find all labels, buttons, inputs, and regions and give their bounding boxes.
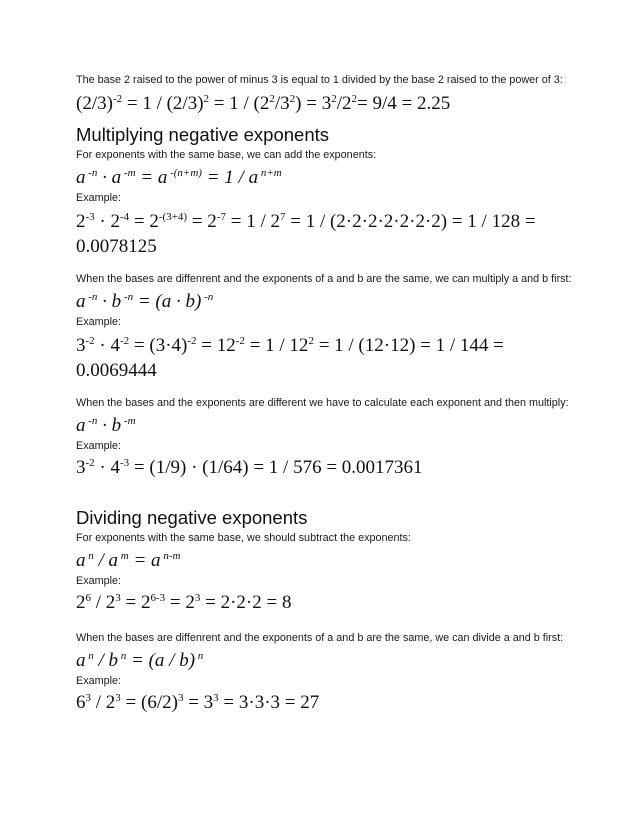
example-label: Example: [76, 575, 122, 587]
multiply-same-base-text: For exponents with the same base, we can add the exponents: [76, 149, 377, 161]
divide-same-base-text: For exponents with the same base, we should subtract the exponents: [76, 532, 411, 544]
example-label: Example: [76, 440, 122, 452]
example-label: Example: [76, 675, 122, 687]
formula-divide-example-1: $2^6 / 2^3 = 2^{6-3} = 2^3 = 2\cdot 2\cdot 2 = 8$ [76, 592, 292, 613]
formula-divide-rule-1: a $^n$ / a $^m$ = a $^{n-m}$ [76, 550, 181, 571]
example-label: Example: [76, 316, 122, 328]
divide-diff-base-text: When the bases are diffenrent and the exponents of a and b are the same, we can divide a and b first: [76, 632, 564, 644]
formula-multiply-rule-1: a $^{-n}$ · a $^{-m}$ = a $^{-(n+m)}$ = 1 / a $^{n+m}$ [76, 167, 282, 188]
formula-divide-example-2: $6^3 / 2^3 = (6/2)^3 = 3^3 = 3\cdot 3\cdot 3 = 27$ [76, 692, 320, 713]
heading-multiplying: Multiplying negative exponents [76, 124, 329, 145]
multiply-diff-both-text: When the bases and the exponents are different we have to calculate each exponent and then multiply: [76, 397, 569, 409]
formula-multiply-example-3: $3^{-2} \cdot 4^{-3} = (1/9) \cdot (1/64) = 1 / 576 = 0.0017361$ [76, 457, 423, 478]
example-label: Example: [76, 192, 122, 204]
formula-intro: $(2/3)^{-2} = 1 / (2/3)^2 = 1 / (2^2/3^2) = 3^2/2^2= 9/4 = 2.25$ [76, 93, 451, 114]
document-page [76, 74, 576, 714]
formula-multiply-rule-3: a $^{-n}$ · b $^{-m}$ [76, 415, 136, 436]
formula-multiply-rule-2: a $^{-n}$ · b $^{-n}$ = (a · b) $^{-n}$ [76, 291, 214, 312]
intro-paragraph: The base 2 raised to the power of minus 3 is equal to 1 divided by the base 2 raised to the power of 3: [76, 74, 563, 86]
formula-multiply-example-1: $2^{-3} \cdot 2^{-4} = 2^{-(3+4)} = 2^{-7} = 1 / 2^7 = 1 / (2\cdot 2\cdot 2\cdot 2\cdot 2\cdot 2\cdot 2) = 1 / 128$ = 0.0078125 [76, 211, 536, 257]
multiply-diff-base-text: When the bases are diffenrent and the exponents of a and b are the same, we can multiply a and b first: [76, 273, 572, 285]
heading-dividing: Dividing negative exponents [76, 507, 308, 528]
formula-multiply-example-2: $3^{-2} \cdot 4^{-2} = (3\cdot 4)^{-2} = 12^{-2} = 1 / 12^2 = 1 / (12\cdot 12) = 1 / 144$ = 0.0069444 [76, 335, 504, 381]
formula-divide-rule-2: a $^n$ / b $^n$ = (a / b) $^n$ [76, 650, 204, 671]
